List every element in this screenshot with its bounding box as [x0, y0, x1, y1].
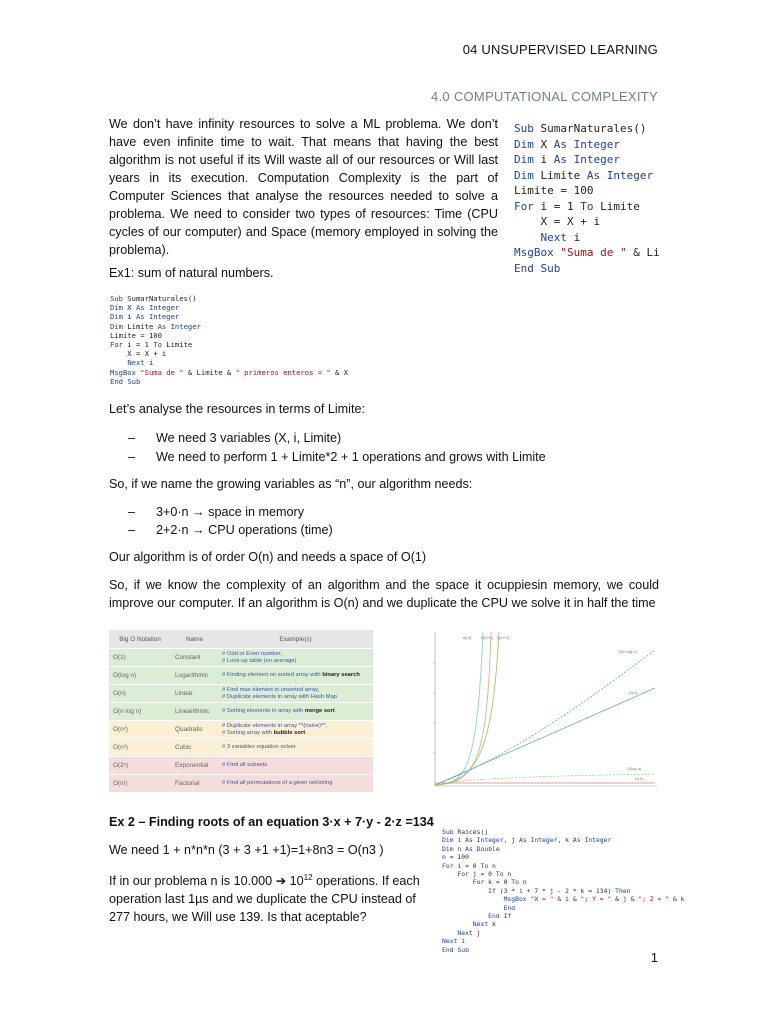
example-cell: # Duplicate elements in array **(naive)**, # Sorting array with bubble sort — [218, 721, 373, 739]
name-cell: Quadratic — [171, 721, 218, 739]
code-line: X = X + i — [514, 215, 601, 228]
name-cell: Constant — [171, 649, 218, 667]
example-cell: # Find max element in unsorted array, # Duplicate elements in array with Hash Map — [218, 685, 373, 703]
code-line: MsgBox "Suma de " & Limite & " primeros enteros = " & X — [110, 367, 349, 377]
code-line: Sub SumarNaturales() — [514, 122, 647, 135]
name-cell: Factorial — [171, 775, 218, 793]
name-cell: Linear — [171, 685, 218, 703]
code-line: X = X + i — [110, 349, 167, 359]
code-line: Dim X As Integer — [110, 303, 180, 313]
code-line: If (3 * i + 7 * j - 2 * k = 134) Then — [488, 886, 631, 895]
notation-cell: O(n²) — [109, 721, 171, 739]
table-row — [109, 757, 373, 775]
notation-cell: O(2ⁿ) — [109, 757, 171, 775]
ex2-paragraph: If in our problema n is 10.000 ➔ $10^{12}$ operations. If each operation last 1µs and we duplicate the CPU instead of 277 hours, we Will use 139. Is that aceptable? — [109, 873, 420, 925]
name-cell: Logarithmic — [171, 667, 218, 685]
code-line: Dim n As Double — [442, 844, 500, 853]
code-line: MsgBox "X = " & i & "; Y = " & j & "; Z = " & k — [503, 895, 685, 904]
code-line: End Sub — [442, 945, 469, 954]
code-line: Next i — [540, 230, 581, 244]
bullet-item: – 3+0·n → space in memory — [128, 505, 305, 519]
code-line: Limite = 100 — [514, 184, 594, 197]
code-line: For i = 1 To Limite — [110, 340, 193, 350]
code-line: Sub SumarNaturales() — [110, 294, 197, 303]
big-o-table — [109, 630, 373, 792]
code-line: End — [503, 903, 516, 912]
code-line: Dim i As Integer, j As Integer, k As Integer — [442, 836, 612, 845]
code-line: End If — [488, 912, 512, 921]
ex2-title: Ex 2 – Finding roots of an equation 3·x + 7·y - 2·z =134 — [109, 815, 434, 829]
code-line: Dim i As Integer — [514, 153, 620, 166]
code-snippet-right — [514, 121, 664, 276]
table-row — [109, 649, 373, 667]
code-line: For k = 0 To n — [472, 878, 527, 887]
example-cell: # 3 variables equation solver — [218, 739, 373, 757]
plot-label-constant: O(1) — [635, 776, 643, 781]
notation-cell: O(n) — [109, 685, 171, 703]
example-cell: # Odd or Even number, # Look-up table (on average) — [218, 649, 373, 667]
intro-paragraph: We don’t have infinity resources to solve a ML problema. We don’t have even infinite time to wait. That means that having the best algorithm is not useful if its Will waste all of our resources or Will last years in its execution. Computation Complexity is the part of Computer Sciences that analyse the resources needed to solve a problema. We need to consider two types of resources: Time (CPU cycles of our computer) and Space (memory employed in solving the problema). — [109, 117, 498, 257]
table-row — [109, 667, 373, 685]
table-row — [109, 703, 373, 721]
chapter-header: 04 UNSUPERVISED LEARNING — [462, 42, 658, 57]
analyse-heading: Let’s analyse the resources in terms of Limite: — [109, 402, 365, 416]
bullet-item: – We need 3 variables (X, i, Limite) — [128, 431, 342, 445]
ex1-title: Ex1: sum of natural numbers. — [109, 266, 274, 280]
example-cell: # Find all permutations of a given set/string — [218, 775, 373, 793]
code-line: End Sub — [110, 376, 141, 386]
code-line: End Sub — [514, 261, 561, 275]
table-row — [109, 775, 373, 793]
table-header: Example(s) — [218, 630, 373, 649]
code-line: For i = 1 To Limite — [514, 199, 640, 213]
plot-label-logn: O(log n) — [627, 766, 642, 771]
code-line: For j = 0 To n — [457, 870, 512, 879]
notation-cell: O(n!) — [109, 775, 171, 793]
code-line: MsgBox "Suma de " & Li — [514, 246, 660, 259]
code-line: Next i — [127, 358, 154, 368]
table-row — [109, 721, 373, 739]
plot-label-exponential: O(2^n) — [481, 635, 494, 640]
growing-paragraph: So, if we name the growing variables as “n”, our algorithm needs: — [109, 477, 473, 491]
section-header: 4.0 COMPUTATIONAL COMPLEXITY — [430, 89, 658, 104]
notation-cell: O(n log n) — [109, 703, 171, 721]
code-line: n = 100 — [442, 853, 469, 862]
code-line: Next i — [442, 937, 466, 946]
code-line: Dim Limite As Integer — [514, 168, 654, 182]
improve-paragraph: So, if we know the complexity of an algorithm and the space it ocuppiesin memory, we could improve our computer. If an algorithm is O(n) and we duplicate the CPU we solve it in half the time — [109, 578, 659, 610]
code-line: Dim i As Integer — [110, 312, 180, 322]
table-header: Big O Notation — [109, 630, 171, 649]
code-snippet-ex2 — [442, 828, 684, 954]
example-cell: # Finding element on sorted array with binary search — [218, 667, 373, 685]
name-cell: Exponential — [171, 757, 218, 775]
code-line: For i = 0 To n — [442, 861, 496, 870]
code-line: Limite = 100 — [110, 330, 162, 340]
code-line: Sub Raices() — [442, 828, 489, 836]
name-cell: Linearithmic — [171, 703, 218, 721]
page-number: 1 — [650, 950, 658, 965]
ex2-operations: We need 1 + n*n*n (3 + 3 +1 +1)=1+8n3 = O(n3 ) — [109, 843, 384, 857]
code-line: Dim Limite As Integer — [110, 321, 201, 331]
table-row — [109, 685, 373, 703]
code-line: Dim X As Integer — [514, 137, 620, 151]
code-line: Next j — [457, 928, 481, 937]
complexity-plot — [427, 628, 661, 792]
bullet-item: – We need to perform 1 + Limite*2 + 1 operations and grows with Limite — [128, 450, 546, 464]
table-header: Name — [171, 630, 218, 649]
plot-label-quadratic: O(n^2) — [497, 635, 510, 640]
code-snippet-ex1 — [110, 294, 348, 386]
bullet-item: – 2+2·n → CPU operations (time) — [128, 523, 333, 537]
plot-label-factorial: n(n!) — [463, 635, 472, 640]
example-cell: # Find all subsets — [218, 757, 373, 775]
code-line: Next k — [472, 920, 496, 929]
notation-cell: O(n³) — [109, 739, 171, 757]
order-paragraph: Our algorithm is of order O(n) and needs a space of O(1) — [109, 550, 427, 564]
notation-cell: O(log n) — [109, 667, 171, 685]
table-row — [109, 739, 373, 757]
notation-cell: O(1) — [109, 649, 171, 667]
name-cell: Cubic — [171, 739, 218, 757]
plot-label-nlogn: O(n log n) — [619, 649, 637, 654]
plot-label-n: O(n) — [629, 690, 637, 695]
example-cell: # Sorting elements in array with merge sort — [218, 703, 373, 721]
